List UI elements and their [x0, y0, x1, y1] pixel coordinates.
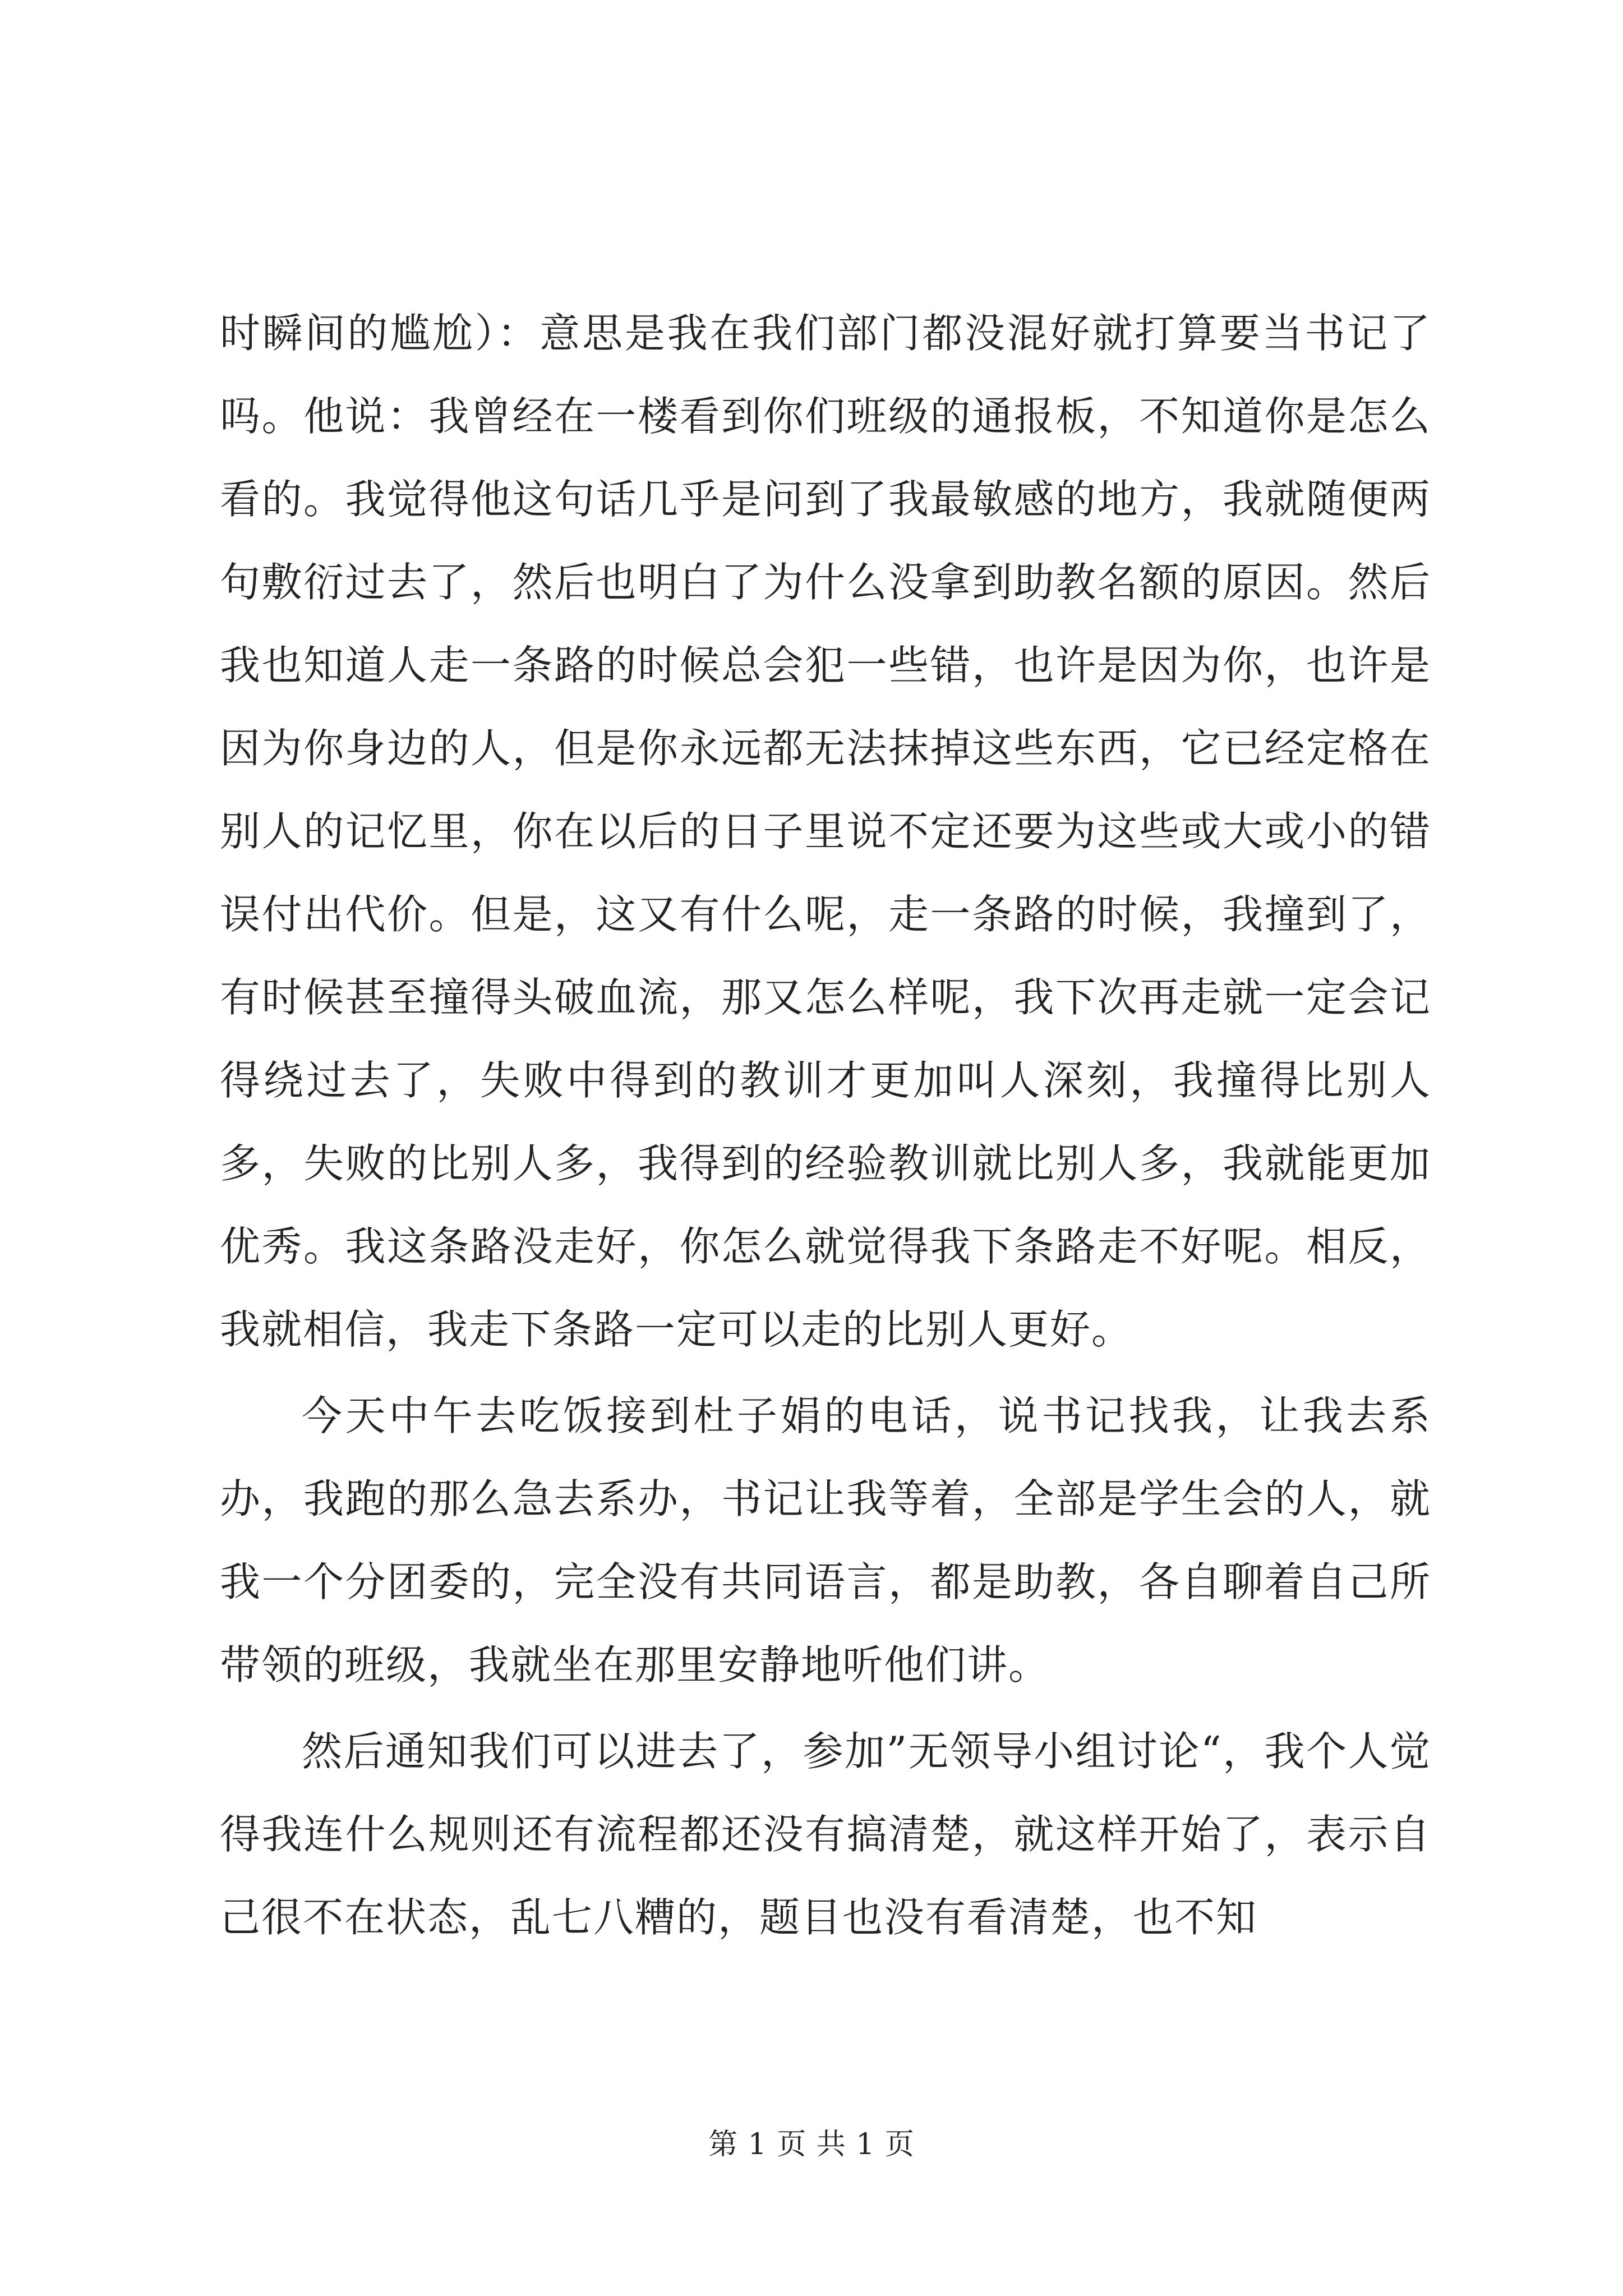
- page-footer: 第 1 页 共 1 页: [708, 2128, 915, 2161]
- body-text: [220, 292, 1431, 1959]
- paragraph-continuation: 时瞬间的尴尬）：意思是我在我们部门都没混好就打算要当书记了吗。他说：我曾经在一楼看到你们班级的通报板，不知道你是怎么看的。我觉得他这句话几乎是问到了我最敏感的地方，我就随便两句敷衍过去了，然后也明白了为什么没拿到助教名额的原因。然后我也知道人走一条路的时候总会犯一些错，也许是因为你，也许是因为你身边的人，但是你永远都无法抹掉这些东西，它已经定格在别人的记忆里，你在以后的日子里说不定还要为这些或大或小的错误付出代价。但是，这又有什么呢，走一条路的时候，我撞到了，有时候甚至撞得头破血流，那又怎么样呢，我下次再走就一定会记得绕过去了，失败中得到的教训才更加叫人深刻，我撞得比别人多，失败的比别人多，我得到的经验教训就比别人多，我就能更加优秀。我这条路没走好，你怎么就觉得我下条路走不好呢。相反，我就相信，我走下条路一定可以走的比别人更好。: [220, 310, 1431, 1353]
- paragraph: 然后通知我们可以进去了，参加”无领导小组讨论“，我个人觉得我连什么规则还有流程都还没有搞清楚，就这样开始了，表示自己很不在状态，乱七八糟的，题目也没有看清楚，也不知: [220, 1728, 1431, 1941]
- paragraph: 今天中午去吃饭接到杜子娟的电话，说书记找我，让我去系办，我跑的那么急去系办，书记让我等着，全部是学生会的人，就我一个分团委的，完全没有共同语言，都是助教，各自聊着自己所带领的班级，我就坐在那里安静地听他们讲。: [220, 1392, 1431, 1688]
